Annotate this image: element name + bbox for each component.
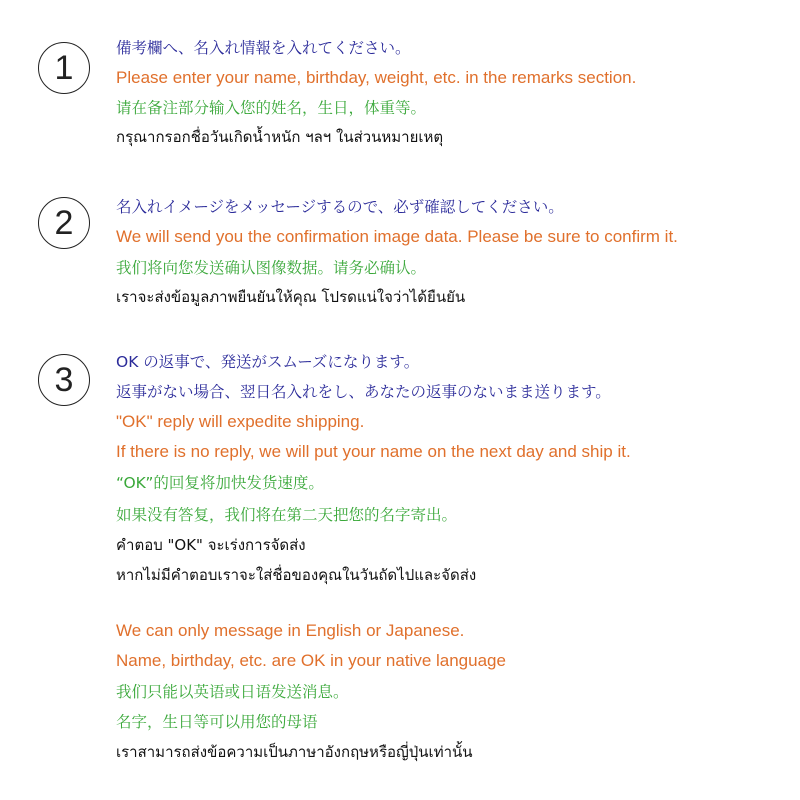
step-3-english-text-2: If there is no reply, we will put your name on the next day and ship it. [116, 442, 631, 461]
step-3-chinese-text-2: 如果没有答复，我们将在第二天把您的名字寄出。 [116, 506, 458, 524]
note-english-text-2: Name, birthday, etc. are OK in your native language [116, 651, 506, 670]
step-3-number: 3 [54, 361, 74, 399]
step-2-number-circle [38, 197, 90, 249]
step-1-japanese-text: 備考欄へ、名入れ情報を入れてください。 [116, 39, 411, 57]
step-1-number: 1 [54, 49, 74, 87]
step-3-number-circle [38, 354, 90, 406]
step-1-chinese-text: 请在备注部分输入您的姓名，生日，体重等。 [116, 99, 427, 117]
step-3-japanese-text-2: 返事がない場合、翌日名入れをし、あなたの返事のないまま送ります。 [116, 383, 611, 401]
note-thai-text: เราสามารถส่งข้อความเป็นภาษาอังกฤษหรือญี่ปุ่นเท่านั้น [116, 743, 473, 761]
note-english-text-1: We can only message in English or Japanese. [116, 621, 465, 640]
step-2-number: 2 [54, 204, 74, 242]
step-3-thai-text-1: คำตอบ "OK" จะเร่งการจัดส่ง [116, 536, 306, 554]
step-3-thai-text-2: หากไม่มีคำตอบเราจะใส่ชื่อของคุณในวันถัดไปและจัดส่ง [116, 566, 477, 584]
step-3-chinese-text-1: “OK”的回复将加快发货速度。 [116, 474, 324, 492]
step-2-english-text: We will send you the confirmation image data. Please be sure to confirm it. [116, 227, 678, 246]
step-1-number-circle [38, 42, 90, 94]
step-2-thai-text: เราจะส่งข้อมูลภาพยืนยันให้คุณ โปรดแน่ใจว่าได้ยืนยัน [116, 288, 466, 306]
step-3-japanese-text-1: OK の返事で、発送がスムーズになります。 [116, 353, 420, 371]
step-1-thai-text: กรุณากรอกชื่อวันเกิดน้ำหนัก ฯลฯ ในส่วนหมายเหตุ [116, 128, 444, 146]
step-2-japanese-text: 名入れイメージをメッセージするので、必ず確認してください。 [116, 198, 564, 216]
note-chinese-text-1: 我们只能以英语或日语发送消息。 [116, 683, 349, 701]
note-chinese-text-2: 名字，生日等可以用您的母语 [116, 713, 318, 731]
step-2-chinese-text: 我们将向您发送确认图像数据。请务必确认。 [116, 259, 427, 277]
step-3-english-text-1: "OK" reply will expedite shipping. [116, 412, 365, 431]
step-1-english-text: Please enter your name, birthday, weight, etc. in the remarks section. [116, 68, 637, 87]
